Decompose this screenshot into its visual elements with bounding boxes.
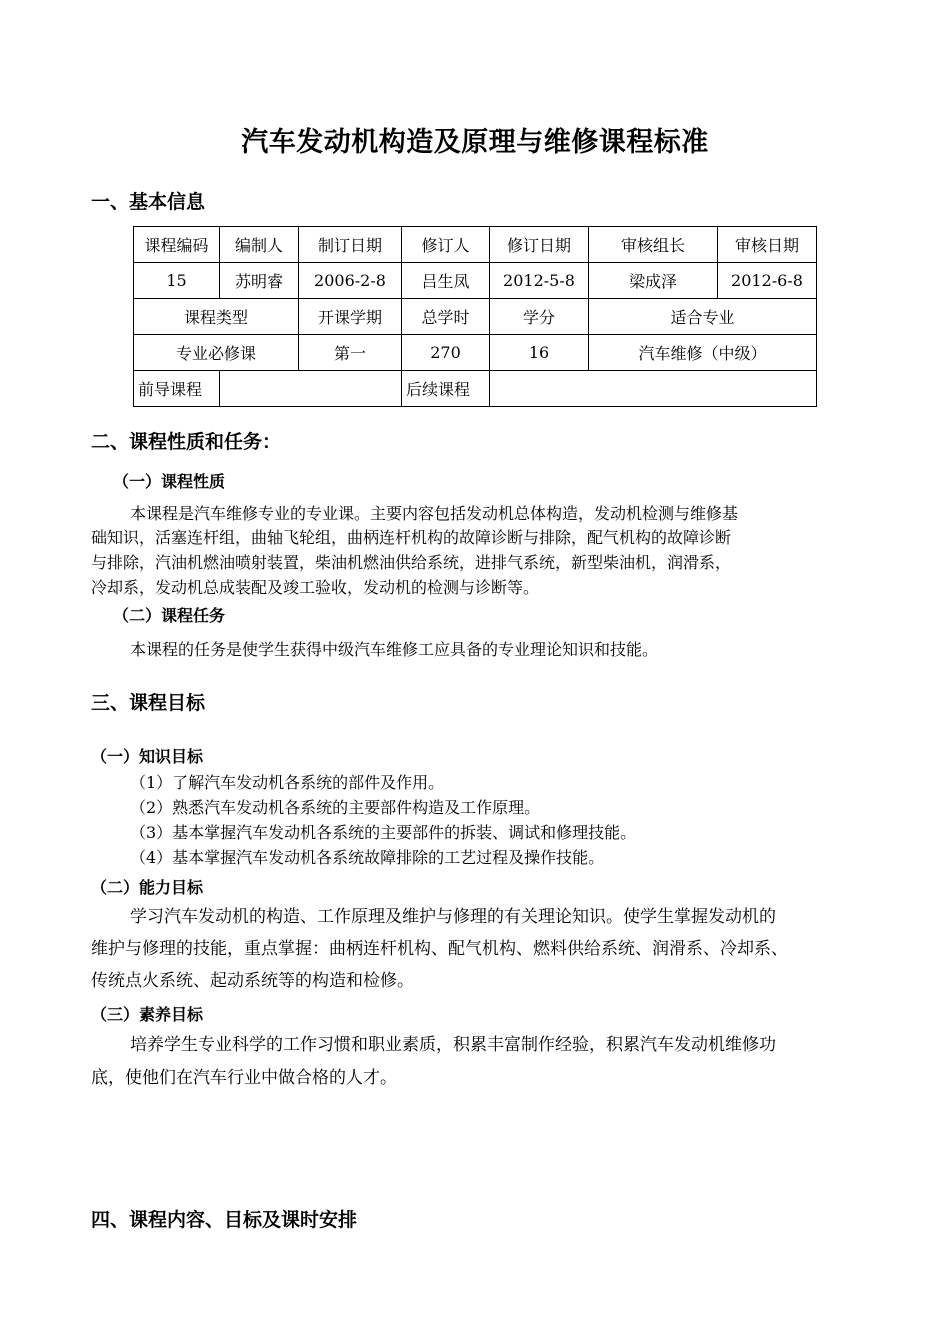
paragraph-line: 培养学生专业科学的工作习惯和职业素质，积累丰富制作经验，积累汽车发动机维修功	[130, 1035, 776, 1055]
table-cell: 开课学期	[299, 299, 402, 335]
list-item: （1）了解汽车发动机各系统的部件及作用。	[130, 773, 445, 792]
list-item: （2）熟悉汽车发动机各系统的主要部件构造及工作原理。	[130, 798, 541, 817]
table-cell: 审核日期	[718, 227, 817, 263]
table-cell: 2012-5-8	[490, 263, 589, 299]
table-cell: 前导课程	[134, 371, 220, 407]
table-cell: 学分	[490, 299, 589, 335]
table-cell: 15	[134, 263, 220, 299]
table-cell: 总学时	[402, 299, 490, 335]
table-cell: 课程类型	[134, 299, 299, 335]
subheading-quality-goal: （三）素养目标	[91, 1005, 204, 1024]
subheading-knowledge-goal: （一）知识目标	[91, 747, 204, 766]
section-2-heading: 二、课程性质和任务：	[91, 431, 282, 453]
table-row	[134, 335, 817, 371]
paragraph-line: 传统点火系统、起动系统等的构造和检修。	[91, 971, 414, 991]
table-cell: 制订日期	[299, 227, 402, 263]
paragraph-line: 本课程的任务是使学生获得中级汽车维修工应具备的专业理论知识和技能。	[130, 640, 659, 659]
table-cell: 2012-6-8	[718, 263, 817, 299]
table-row	[134, 371, 817, 407]
list-item: （4）基本掌握汽车发动机各系统故障排除的工艺过程及操作技能。	[130, 848, 605, 867]
paragraph-line: 冷却系，发动机总成装配及竣工验收，发动机的检测与诊断等。	[91, 578, 540, 597]
table-cell: 2006-2-8	[299, 263, 402, 299]
table-cell: 适合专业	[589, 299, 817, 335]
table-cell: 后续课程	[402, 371, 490, 407]
table-cell: 修订人	[402, 227, 490, 263]
table-cell	[490, 371, 817, 407]
table-cell	[220, 371, 402, 407]
paragraph-line: 础知识，活塞连杆组，曲轴飞轮组，曲柄连杆机构的故障诊断与排除，配气机构的故障诊断	[91, 528, 732, 547]
table-cell: 审核组长	[589, 227, 718, 263]
table-cell: 16	[490, 335, 589, 371]
subheading-ability-goal: （二）能力目标	[91, 878, 204, 897]
table-cell: 梁成泽	[589, 263, 718, 299]
table-cell: 270	[402, 335, 490, 371]
basic-info-table	[133, 226, 817, 407]
table-row	[134, 227, 817, 263]
table-cell: 课程编码	[134, 227, 220, 263]
paragraph-line: 底，使他们在汽车行业中做合格的人才。	[91, 1068, 397, 1088]
subheading-course-nature: （一）课程性质	[113, 472, 226, 491]
table-cell: 编制人	[220, 227, 299, 263]
table-cell: 专业必修课	[134, 335, 299, 371]
table-row	[134, 263, 817, 299]
table-cell: 吕生凤	[402, 263, 490, 299]
paragraph-line: 维护与修理的技能，重点掌握：曲柄连杆机构、配气机构、燃料供给系统、润滑系、冷却系、	[91, 939, 788, 959]
subheading-course-task: （二）课程任务	[113, 606, 226, 625]
section-4-heading: 四、课程内容、目标及课时安排	[91, 1209, 358, 1231]
table-cell: 修订日期	[490, 227, 589, 263]
list-item: （3）基本掌握汽车发动机各系统的主要部件的拆装、调试和修理技能。	[130, 823, 637, 842]
section-1-heading: 一、基本信息	[91, 191, 206, 213]
table-cell: 第一	[299, 335, 402, 371]
document-title: 汽车发动机构造及原理与维修课程标准	[241, 127, 709, 158]
paragraph-line: 与排除，汽油机燃油喷射装置，柴油机燃油供给系统，进排气系统，新型柴油机，润滑系，	[91, 553, 732, 572]
table-cell: 汽车维修（中级）	[589, 335, 817, 371]
table-row	[134, 299, 817, 335]
table-cell: 苏明睿	[220, 263, 299, 299]
paragraph-line: 学习汽车发动机的构造、工作原理及维护与修理的有关理论知识。使学生掌握发动机的	[130, 907, 776, 927]
paragraph-line: 本课程是汽车维修专业的专业课。主要内容包括发动机总体构造，发动机检测与维修基	[130, 504, 739, 523]
section-3-heading: 三、课程目标	[91, 692, 206, 714]
